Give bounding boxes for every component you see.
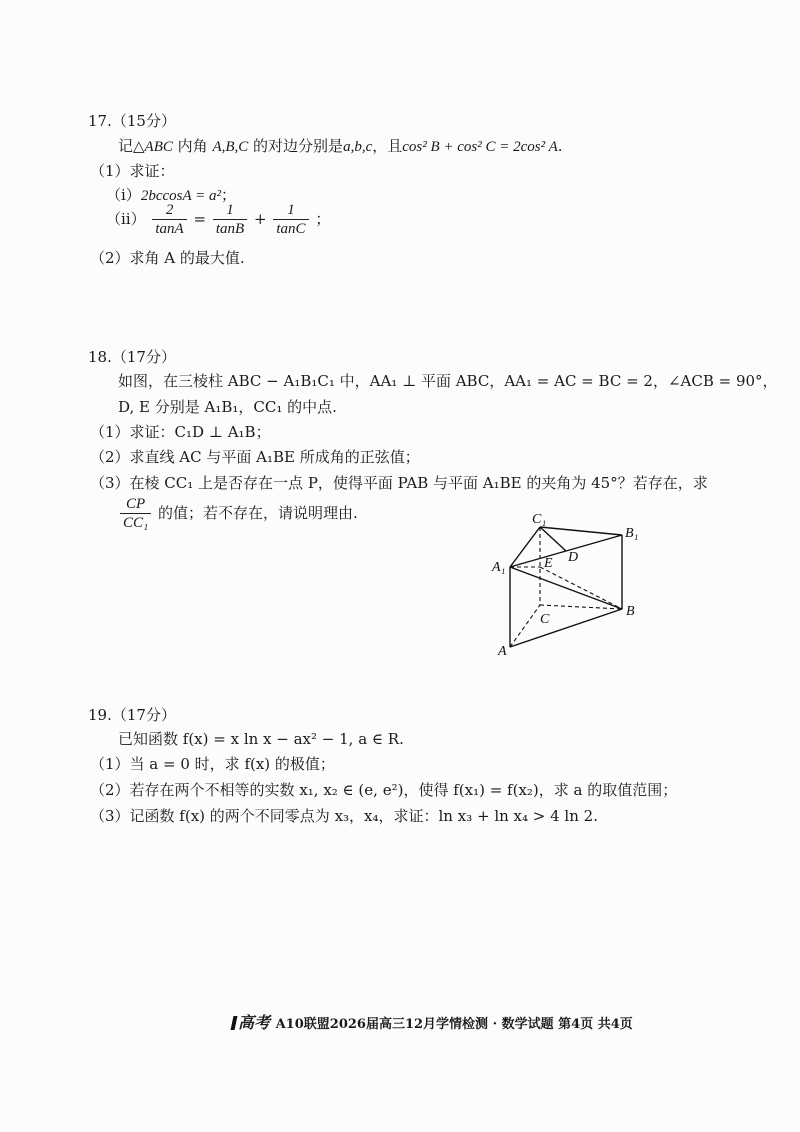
q17-part1: （1）求证： xyxy=(90,162,175,180)
q19-part1: （1）当 a = 0 时，求 f(x) 的极值； xyxy=(90,755,335,773)
label-C1: C₁ xyxy=(532,512,547,527)
q19-part2: （2）若存在两个不相等的实数 x₁, x₂ ∈ (e, e²)，使得 f(x₁) = f(x₂)，求 a 的取值范围； xyxy=(90,781,678,799)
q17-part1-ii-label: （ⅱ） xyxy=(106,210,146,229)
q18-part3-end: 的值；若不存在，请说明理由. xyxy=(158,504,358,523)
q19-part3: （3）记函数 f(x) 的两个不同零点为 x₃，x₄，求证：ln x₃ + ln x₄ > 4 ln 2. xyxy=(90,807,598,825)
frac-num: 1 xyxy=(213,202,247,220)
plus-sign: + xyxy=(254,210,267,229)
q17-triangle: ABC xyxy=(144,139,173,155)
q17-part1-i-end: ； xyxy=(220,186,236,204)
label-C: C xyxy=(540,612,550,627)
q17-stem xyxy=(118,135,563,156)
q18-stem-line2: D, E 分别是 A₁B₁，CC₁ 的中点. xyxy=(118,398,337,416)
q17-equation: cos² B + cos² C = 2cos² A xyxy=(402,139,558,155)
frac-den: tanB xyxy=(215,221,245,238)
edge-A1C1 xyxy=(510,527,540,567)
prism-figure xyxy=(490,505,660,665)
q19-header: 19.（17分） xyxy=(88,706,176,724)
fraction-CP-over-CC1 xyxy=(120,496,151,532)
frac-num: 2 xyxy=(152,202,186,220)
frac-den: CC₁ xyxy=(123,515,149,532)
q18-part2: （2）求直线 AC 与平面 A₁BE 所成角的正弦值； xyxy=(90,448,420,466)
label-B1: B₁ xyxy=(625,526,639,541)
q17-stem-mid2: 的对边分别是 xyxy=(248,137,344,155)
segment-EB-hidden xyxy=(540,567,622,609)
q18-part3: （3）在棱 CC₁ 上是否存在一点 P，使得平面 PAB 与平面 A₁BE 的夹角为 45°？若存在，求 xyxy=(90,474,708,492)
q18-header: 18.（17分） xyxy=(88,348,176,366)
frac-den: tanA xyxy=(155,221,184,238)
fraction-1-over-tanC xyxy=(273,202,308,238)
page-footer xyxy=(232,1010,633,1033)
q17-part1-i-label: （ⅰ） xyxy=(106,186,141,204)
q19-stem: 已知函数 f(x) = x ln x − ax² − 1, a ∈ R. xyxy=(118,730,404,748)
q17-part2: （2）求角 A 的最大值. xyxy=(90,249,245,267)
edge-AB xyxy=(510,609,622,647)
frac-num: CP xyxy=(120,496,151,514)
q17-stem-pre: 记△ xyxy=(118,137,145,155)
q17-sides: a,b,c xyxy=(343,139,373,155)
equals-sign: = xyxy=(193,210,207,229)
label-D: D xyxy=(568,550,579,565)
segment-A1B xyxy=(510,567,622,609)
label-B: B xyxy=(626,604,635,619)
label-A: A xyxy=(498,644,507,659)
q17-stem-mid: 内角 xyxy=(172,137,213,155)
edge-CB-hidden xyxy=(540,605,622,609)
q18-part1: （1）求证：C₁D ⊥ A₁B； xyxy=(90,423,271,441)
q18-stem-line1: 如图，在三棱柱 ABC − A₁B₁C₁ 中，AA₁ ⊥ 平面 ABC，AA₁ = AC = BC = 2，∠ACB = 90°， xyxy=(118,372,778,390)
q17-angles: A,B,C xyxy=(212,139,249,155)
fraction-2-over-tanA xyxy=(152,202,186,238)
label-E: E xyxy=(544,556,553,571)
fraction-1-over-tanB xyxy=(213,202,247,238)
q17-part1-ii xyxy=(106,202,330,238)
q18-part3-cont xyxy=(118,496,358,532)
q17-part1-ii-end: ； xyxy=(315,210,331,229)
frac-num: 1 xyxy=(273,202,308,220)
q17-stem-end: . xyxy=(557,137,563,155)
q17-header: 17.（15分） xyxy=(88,112,176,130)
frac-den: tanC xyxy=(276,221,306,238)
label-A1: A₁ xyxy=(492,560,506,575)
footer-text: A10联盟2026届高三12月学情检测 · 数学试题 第4页 共4页 xyxy=(275,1017,633,1032)
brand-logo-text: 高考 xyxy=(238,1013,271,1032)
q17-stem-mid3: ，且 xyxy=(372,137,403,155)
brand-logo xyxy=(232,1013,276,1032)
edge-C1B1 xyxy=(540,527,622,535)
q17-part1-i-expr: 2bccosA = a² xyxy=(140,188,221,204)
segment-C1D xyxy=(540,527,566,551)
edge-AC-hidden xyxy=(510,605,540,647)
